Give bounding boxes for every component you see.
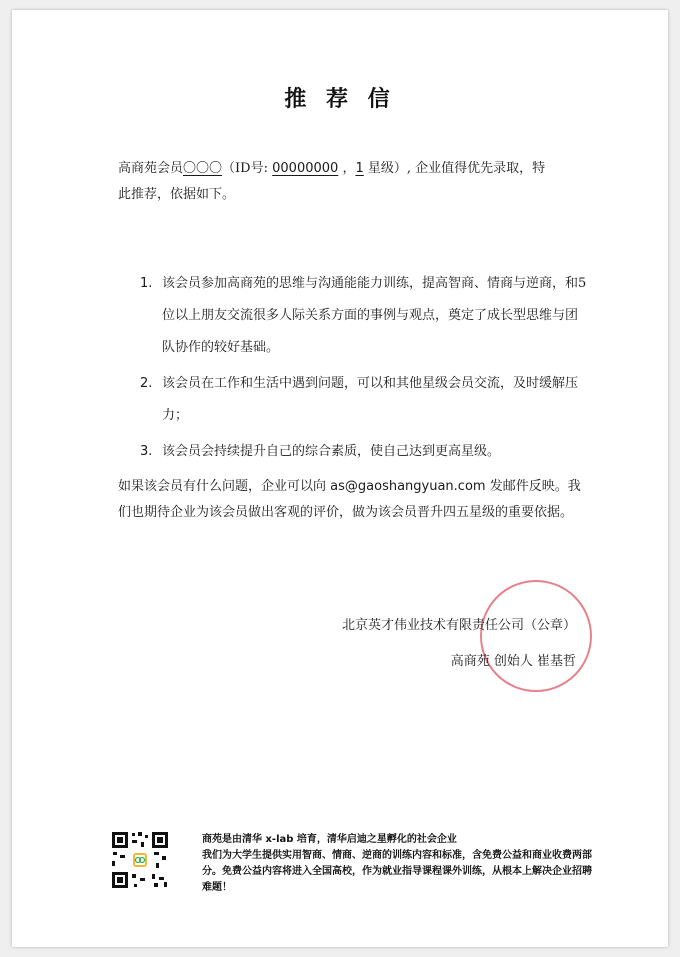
- list-item: [118, 268, 588, 364]
- list-item-number: 1.: [140, 276, 153, 291]
- intro-line2: 此推荐，依据如下。: [118, 187, 236, 202]
- intro-paragraph: [118, 156, 588, 208]
- list-item-text: 该会员会持续提升自己的综合素质，使自己达到更高星级。: [162, 444, 501, 459]
- reasons-list: [118, 268, 588, 472]
- list-item-number: 3.: [140, 444, 153, 459]
- footer: [110, 820, 590, 900]
- footer-text: [202, 832, 592, 896]
- contact-email: as@gaoshangyuan.com: [330, 479, 486, 494]
- list-item-number: 2.: [140, 376, 153, 391]
- intro-prefix: 高商苑会员: [118, 161, 184, 176]
- member-name: 〇〇〇: [183, 161, 223, 176]
- closing-paragraph: [118, 474, 588, 526]
- id-open: （ID号:: [222, 161, 268, 176]
- footer-line1: 商苑是由清华 x-lab 培育，清华启迪之星孵化的社会企业: [202, 834, 457, 845]
- document-page: [12, 10, 668, 947]
- page-title: 推 荐 信: [284, 86, 396, 112]
- closing-part1: 如果该会员有什么问题，企业可以向: [118, 479, 327, 494]
- list-item-text: 该会员参加高商苑的思维与沟通能能力训练，提高智商、情商与逆商，和5位以上朋友交流很多人际关系方面的事例与观点，奠定了成长型思维与团队协作的较好基础。: [162, 276, 587, 355]
- list-item-text: 该会员在工作和生活中遇到问题，可以和其他星级会员交流，及时缓解压力；: [162, 376, 579, 423]
- company-seal: [480, 580, 592, 692]
- list-item: [118, 368, 588, 432]
- level-suffix: 星级）, 企业值得优先录取，特: [367, 161, 546, 176]
- id-comma: ，: [342, 161, 356, 176]
- signature-company: 北京英才伟业技术有限责任公司（公章）: [341, 618, 576, 633]
- footer-line2: 我们为大学生提供实用智商、情商、逆商的训练内容和标准，含免费公益和商业收费两部分。免费公益内容将进入全国高校，作为就业指导课程课外训练，从根本上解决企业招聘难题！: [202, 850, 592, 893]
- qr-code-icon: [110, 830, 170, 890]
- member-level: 1: [355, 161, 364, 176]
- list-item: [118, 436, 588, 468]
- member-id: 00000000: [272, 161, 339, 176]
- closing-part2: 发邮件反映。我们也期待企业为该会员做出客观的评价，做为该会员晋升四五星级的重要依据。: [118, 479, 581, 520]
- signature-person: 高商苑 创始人 崔基哲: [450, 654, 576, 669]
